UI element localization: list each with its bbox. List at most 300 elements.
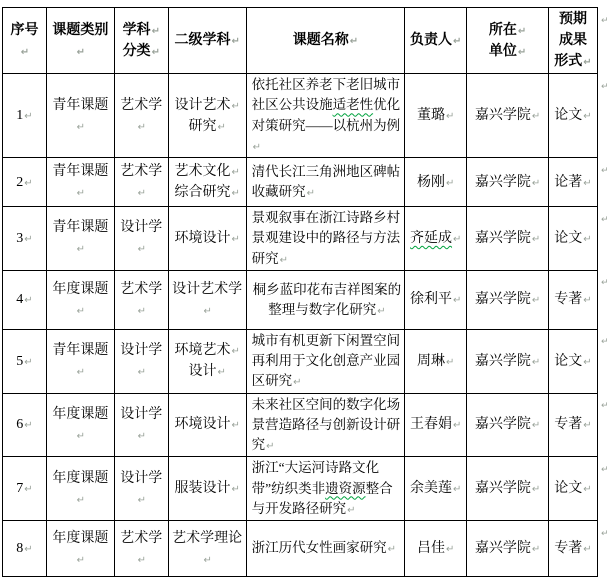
paragraph-mark-icon: ↵	[531, 111, 541, 122]
paragraph-mark-icon: ↵	[531, 420, 541, 432]
text-run: 环境艺术	[174, 343, 231, 359]
paragraph	[6, 414, 43, 435]
cell-outcome	[549, 270, 598, 329]
text-run: 专著	[554, 541, 583, 556]
paragraph-mark-icon: ↵	[583, 484, 592, 496]
cell-organization	[467, 521, 549, 577]
cell-category	[46, 521, 114, 577]
row-end-marker	[597, 393, 609, 457]
paragraph	[470, 478, 545, 499]
text-run: 所在	[488, 22, 517, 38]
text-run: 艺术文化	[174, 164, 231, 179]
cell-outcome	[549, 521, 598, 577]
paragraph-mark-icon: ↵	[24, 111, 33, 122]
text-run: 嘉兴学院	[474, 108, 531, 123]
table-row	[3, 74, 610, 158]
paragraph	[552, 228, 594, 249]
cell-leader	[405, 329, 467, 393]
text-run: 课题名称	[292, 33, 349, 48]
paragraph	[6, 538, 43, 559]
paragraph-mark-icon: ↵	[24, 484, 33, 496]
paragraph-mark-icon: ↵	[76, 188, 86, 199]
cell-subdiscipline	[168, 270, 246, 329]
paragraph-mark-icon: ↵	[231, 420, 240, 432]
paragraph	[408, 289, 463, 310]
paragraph	[408, 228, 463, 249]
paragraph	[118, 41, 165, 62]
paragraph	[408, 172, 463, 193]
cell-outcome	[549, 393, 598, 457]
paragraph-mark-icon: ↵	[203, 554, 212, 566]
paragraph	[6, 172, 43, 193]
text-run: 嘉兴学院	[474, 481, 531, 497]
paragraph-mark-icon: ↵	[453, 484, 462, 496]
paragraph	[172, 30, 243, 51]
column-header-outcome	[549, 8, 598, 74]
paragraph	[118, 217, 165, 259]
cell-leader	[405, 270, 467, 329]
cell-leader	[405, 74, 467, 158]
paragraph-mark-icon: ↵	[24, 420, 33, 432]
paragraph	[552, 172, 594, 193]
paragraph-mark-icon: ↵	[20, 46, 30, 58]
paragraph	[172, 361, 243, 382]
paragraph-mark-icon: ↵	[293, 377, 302, 389]
paragraph-mark-icon: ↵	[76, 46, 86, 58]
text-run: 年度课题	[52, 470, 109, 486]
paragraph-mark-icon: ↵	[531, 484, 541, 496]
paragraph	[6, 351, 43, 372]
paragraph-mark-icon: ↵	[137, 121, 146, 133]
spellcheck-underline: 遗资源	[325, 480, 366, 496]
cell-leader	[405, 393, 467, 457]
paragraph	[118, 468, 165, 510]
paragraph	[408, 414, 463, 435]
paragraph	[172, 340, 243, 361]
paragraph	[50, 404, 111, 446]
cell-no	[3, 158, 47, 207]
cell-category	[46, 207, 114, 271]
cell-title	[246, 329, 405, 393]
paragraph-mark-icon: ↵	[137, 188, 146, 199]
paragraph	[50, 161, 111, 203]
text-run: 设计学	[120, 470, 163, 486]
table-row	[3, 393, 610, 457]
paragraph	[50, 20, 111, 62]
paragraph-mark-icon: ↵	[231, 484, 240, 496]
table-row	[3, 158, 610, 207]
row-end-marker	[597, 329, 609, 393]
cell-no	[3, 74, 47, 158]
row-end-marker	[597, 270, 609, 329]
projects-table	[2, 7, 610, 577]
cell-outcome	[549, 158, 598, 207]
cell-title	[246, 393, 405, 457]
paragraph	[408, 105, 463, 126]
cell-category	[46, 393, 114, 457]
paragraph	[50, 279, 111, 321]
paragraph	[252, 538, 403, 558]
paragraph	[172, 95, 243, 116]
cell-leader	[405, 158, 467, 207]
cell-discipline	[114, 158, 168, 207]
paragraph	[118, 340, 165, 382]
text-run: 5	[16, 353, 24, 369]
paragraph-mark-icon: ↵	[531, 356, 541, 368]
text-run: 论文	[554, 481, 583, 497]
text-run: 设计	[188, 364, 217, 380]
row-end-mark-icon: ↵	[600, 15, 609, 26]
text-run: 城市有机更新下闲置空间再利用于文化创意产业园区研究	[251, 332, 401, 389]
paragraph	[172, 161, 243, 182]
paragraph-mark-icon: ↵	[137, 430, 146, 442]
paragraph-mark-icon: ↵	[76, 554, 86, 566]
paragraph-mark-icon: ↵	[453, 295, 462, 307]
cell-subdiscipline	[168, 393, 246, 457]
paragraph	[50, 528, 111, 570]
row-end-mark-icon: ↵	[600, 165, 609, 176]
text-run: 论文	[554, 353, 583, 369]
text-run: 服装设计	[174, 481, 231, 497]
table-row	[3, 207, 610, 271]
paragraph-mark-icon: ↵	[453, 233, 462, 245]
text-run: 青年课题	[52, 220, 109, 236]
header-row	[3, 8, 610, 74]
cell-subdiscipline	[168, 74, 246, 158]
cell-category	[46, 74, 114, 158]
column-header-subdiscipline	[168, 8, 246, 74]
text-run: 嘉兴学院	[474, 230, 531, 246]
cell-discipline	[114, 457, 168, 521]
text-run: 艺术学	[120, 97, 163, 113]
cell-organization	[467, 393, 549, 457]
paragraph	[118, 528, 165, 570]
column-header-no	[3, 8, 47, 74]
paragraph-mark-icon: ↵	[24, 544, 33, 555]
paragraph-mark-icon: ↵	[137, 494, 146, 506]
text-run: 余美莲	[410, 481, 453, 497]
paragraph-mark-icon: ↵	[446, 544, 455, 555]
text-run: 学科	[122, 22, 151, 38]
paragraph-mark-icon: ↵	[231, 188, 240, 199]
paragraph	[408, 351, 463, 372]
text-run: 清代长江三角洲地区碑帖收藏研究	[251, 163, 401, 199]
cell-title	[246, 158, 405, 207]
paragraph-mark-icon: ↵	[453, 420, 462, 432]
row-end-marker	[597, 207, 609, 271]
text-run: 嘉兴学院	[474, 174, 531, 190]
paragraph	[408, 538, 463, 559]
paragraph	[252, 331, 403, 392]
cell-subdiscipline	[168, 521, 246, 577]
paragraph-mark-icon: ↵	[279, 254, 288, 266]
text-run: 景观叙事在浙江诗路乡村景观建设中的路径与方法研究	[251, 210, 401, 266]
paragraph	[252, 280, 403, 321]
text-run: 专著	[554, 292, 583, 308]
cell-organization	[467, 158, 549, 207]
paragraph-mark-icon: ↵	[217, 121, 226, 133]
cell-category	[46, 158, 114, 207]
text-run: 年度课题	[52, 406, 109, 422]
paragraph	[552, 289, 594, 310]
paragraph	[552, 414, 594, 435]
paragraph	[50, 340, 111, 382]
cell-leader	[405, 521, 467, 577]
cell-subdiscipline	[168, 207, 246, 271]
row-end-mark-icon: ↵	[600, 401, 609, 411]
text-run: 论文	[554, 230, 583, 246]
text-run: 7	[16, 481, 24, 497]
text-run: 嘉兴学院	[474, 417, 531, 433]
cell-discipline	[114, 270, 168, 329]
text-run: 6	[16, 417, 24, 433]
paragraph	[118, 20, 165, 41]
column-header-leader	[405, 8, 467, 74]
paragraph	[6, 289, 43, 310]
paragraph-mark-icon: ↵	[446, 177, 455, 189]
paragraph-mark-icon: ↵	[517, 25, 527, 37]
row-end-marker	[597, 158, 609, 207]
cell-category	[46, 329, 114, 393]
paragraph	[408, 478, 463, 499]
paragraph	[470, 105, 545, 126]
paragraph-mark-icon: ↵	[583, 57, 592, 68]
paragraph-mark-icon: ↵	[137, 305, 146, 317]
paragraph	[172, 414, 243, 435]
paragraph-mark-icon: ↵	[151, 46, 160, 58]
cell-organization	[467, 329, 549, 393]
paragraph	[552, 9, 594, 72]
paragraph-mark-icon: ↵	[24, 295, 33, 307]
cell-no	[3, 270, 47, 329]
column-header-title	[246, 8, 405, 74]
paragraph-mark-icon: ↵	[377, 305, 386, 317]
row-end-marker	[597, 74, 609, 158]
text-run: 研究	[188, 118, 217, 134]
paragraph-mark-icon: ↵	[583, 295, 592, 307]
cell-outcome	[549, 457, 598, 521]
text-run: 年度课题	[52, 530, 109, 546]
text-run	[410, 231, 452, 246]
text-run: 嘉兴学院	[474, 541, 531, 556]
paragraph	[6, 20, 43, 62]
text-run: 8	[16, 541, 24, 556]
paragraph-mark-icon: ↵	[387, 544, 396, 556]
cell-subdiscipline	[168, 329, 246, 393]
paragraph-mark-icon: ↵	[231, 100, 240, 112]
paragraph	[172, 279, 243, 321]
cell-no	[3, 457, 47, 521]
paragraph	[250, 30, 402, 51]
cell-title	[246, 521, 405, 577]
paragraph	[552, 105, 594, 126]
text-run: 浙江“大运河诗路文化带”纺织类非遗资源整合与开发路径研究	[251, 460, 393, 516]
column-header-discipline	[114, 8, 168, 74]
paragraph	[6, 105, 43, 126]
text-run: 依托社区养老下老旧城市社区公共设施适老性优化对策研究——以杭州为例	[251, 77, 401, 133]
paragraph	[50, 468, 111, 510]
paragraph-mark-icon: ↵	[76, 430, 86, 442]
text-run: 设计学	[120, 220, 163, 236]
text-run: 浙江历代女性画家研究	[251, 540, 387, 556]
row-end-marker	[597, 457, 609, 521]
table-row	[3, 521, 610, 577]
spellcheck-underline: 适老性	[332, 97, 374, 113]
paragraph	[252, 458, 403, 519]
paragraph-mark-icon: ↵	[137, 367, 146, 379]
paragraph-mark-icon: ↵	[76, 367, 86, 379]
paragraph-mark-icon: ↵	[231, 167, 240, 178]
paragraph	[6, 228, 43, 249]
cell-discipline	[114, 329, 168, 393]
cell-outcome	[549, 329, 598, 393]
text-run: 综合研究	[174, 185, 231, 200]
paragraph	[470, 538, 545, 559]
text-run: 论著	[554, 174, 583, 190]
table-row	[3, 270, 610, 329]
cell-leader	[405, 207, 467, 271]
table-row	[3, 329, 610, 393]
text-run: 吕佳	[417, 541, 446, 556]
paragraph-mark-icon: ↵	[306, 188, 315, 199]
text-run: 负责人	[410, 33, 453, 48]
column-header-category	[46, 8, 114, 74]
text-run: 单位	[488, 43, 517, 59]
text-run: 艺术学	[120, 530, 163, 546]
text-run: 嘉兴学院	[474, 292, 531, 308]
paragraph	[172, 228, 243, 249]
text-run: 艺术学	[120, 164, 163, 179]
paragraph	[172, 116, 243, 137]
paragraph-mark-icon: ↵	[24, 233, 33, 245]
text-run: 艺术学	[120, 281, 163, 297]
paragraph-mark-icon: ↵	[453, 36, 462, 47]
paragraph	[470, 172, 545, 193]
paragraph	[118, 279, 165, 321]
paragraph-mark-icon: ↵	[24, 177, 33, 189]
cell-organization	[467, 207, 549, 271]
text-run: 环境设计	[174, 417, 231, 433]
cell-title	[246, 270, 405, 329]
paragraph	[252, 162, 403, 203]
cell-discipline	[114, 393, 168, 457]
spellcheck-underline: 齐延成	[410, 230, 453, 246]
cell-category	[46, 457, 114, 521]
paragraph	[552, 351, 594, 372]
paragraph-mark-icon: ↵	[76, 244, 86, 256]
cell-discipline	[114, 207, 168, 271]
cell-title	[246, 74, 405, 158]
paragraph	[470, 228, 545, 249]
row-end-mark-icon: ↵	[600, 278, 609, 289]
paragraph	[470, 289, 545, 310]
text-run: 设计学	[120, 406, 163, 422]
cell-no	[3, 521, 47, 577]
paragraph	[552, 538, 594, 559]
paragraph	[172, 478, 243, 499]
cell-outcome	[549, 207, 598, 271]
cell-no	[3, 329, 47, 393]
paragraph-mark-icon: ↵	[349, 36, 359, 47]
text-run: 1	[16, 108, 24, 123]
paragraph-mark-icon: ↵	[446, 356, 455, 368]
paragraph	[252, 75, 403, 156]
paragraph-mark-icon: ↵	[137, 244, 146, 256]
paragraph	[470, 20, 545, 41]
text-run: 2	[16, 174, 24, 190]
paragraph-mark-icon: ↵	[446, 111, 455, 122]
text-run: 3	[16, 230, 24, 246]
text-run: 设计艺术	[174, 97, 231, 113]
cell-organization	[467, 457, 549, 521]
paragraph	[118, 404, 165, 446]
paragraph-mark-icon: ↵	[531, 177, 541, 189]
paragraph	[552, 478, 594, 499]
paragraph	[252, 395, 403, 456]
cell-discipline	[114, 521, 168, 577]
paragraph	[118, 95, 165, 137]
paragraph-mark-icon: ↵	[531, 544, 541, 555]
paragraph	[6, 478, 43, 499]
row-end-mark-icon: ↵	[600, 81, 609, 92]
cell-no	[3, 393, 47, 457]
cell-title	[246, 207, 405, 271]
row-end-marker	[597, 8, 609, 74]
paragraph	[470, 41, 545, 62]
text-run: 杨刚	[417, 174, 446, 190]
text-run: 设计艺术学	[172, 281, 243, 297]
cell-subdiscipline	[168, 457, 246, 521]
paragraph-mark-icon: ↵	[531, 233, 541, 245]
text-run: 课题类别	[52, 22, 109, 38]
text-run: 王春娟	[410, 417, 453, 433]
paragraph	[252, 208, 403, 269]
text-run: 青年课题	[52, 97, 109, 113]
paragraph	[172, 182, 243, 203]
document-page	[2, 7, 610, 577]
text-run: 4	[16, 292, 24, 308]
paragraph-mark-icon: ↵	[151, 25, 160, 37]
text-run: 专著	[554, 417, 583, 433]
text-run: 年度课题	[52, 281, 109, 297]
cell-title	[246, 457, 405, 521]
paragraph-mark-icon: ↵	[583, 177, 592, 189]
paragraph-mark-icon: ↵	[76, 305, 86, 317]
paragraph-mark-icon: ↵	[217, 367, 226, 379]
text-run: 徐利平	[410, 292, 453, 308]
row-end-mark-icon: ↵	[600, 464, 609, 475]
table-header	[3, 8, 610, 74]
paragraph-mark-icon: ↵	[583, 356, 592, 368]
paragraph	[118, 161, 165, 203]
paragraph-mark-icon: ↵	[531, 295, 541, 307]
row-end-mark-icon: ↵	[600, 214, 609, 225]
text-run: 序号	[10, 22, 39, 38]
row-end-marker	[597, 521, 609, 577]
paragraph-mark-icon: ↵	[583, 233, 592, 245]
paragraph-mark-icon: ↵	[231, 233, 240, 245]
text-run: 青年课题	[52, 343, 109, 359]
text-run: 未来社区空间的数字化场景营造路径与创新设计研究	[251, 396, 401, 452]
text-run: 周琳	[417, 353, 446, 369]
table-row	[3, 457, 610, 521]
column-header-organization	[467, 8, 549, 74]
text-run: 艺术学理论	[172, 530, 243, 546]
paragraph-mark-icon: ↵	[231, 346, 240, 358]
text-run: 论文	[554, 108, 583, 123]
paragraph	[470, 351, 545, 372]
paragraph-mark-icon: ↵	[583, 420, 592, 432]
